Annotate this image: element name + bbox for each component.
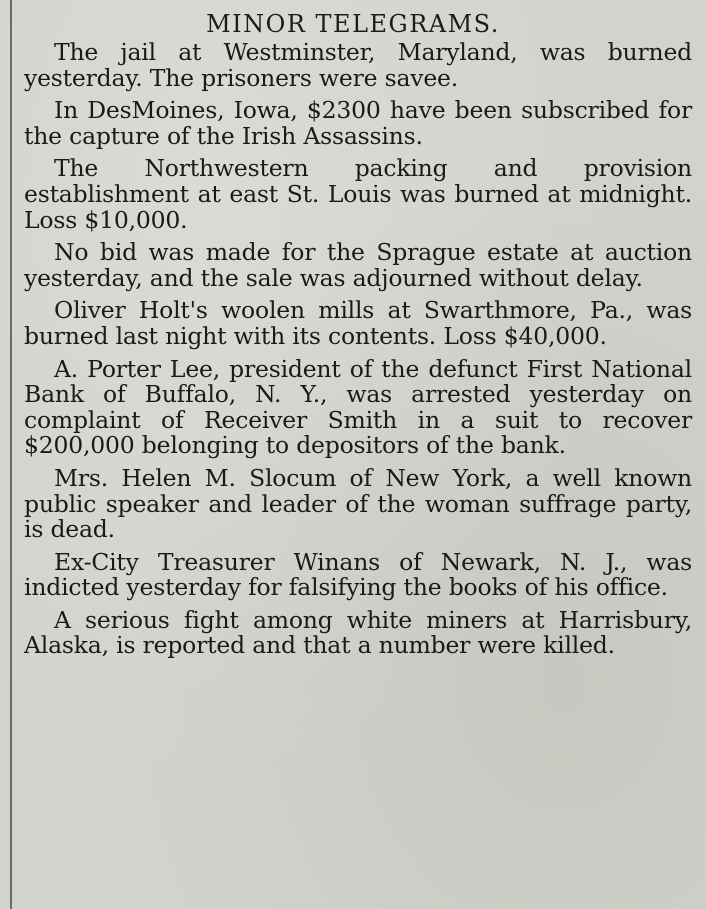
news-item-northwestern-packing-fire: The Northwestern packing and provision establishment at east St. Louis was burned at midnight. Loss $10,000. (24, 154, 692, 234)
news-item-holt-woolen-mills: Oliver Holt's woolen mills at Swarthmore, Pa., was burned last night with its contents. Loss $40,000. (24, 296, 692, 350)
news-item-desmoines-reward: In DesMoines, Iowa, $2300 have been subscribed for the capture of the Irish Assassins. (24, 96, 692, 150)
news-item-porter-lee-arrest: A. Porter Lee, president of the defunct First National Bank of Buffalo, N. Y., was arrested yesterday on complaint of Receiver Smith in a suit to recover $200,000 belonging to depositors of the bank. (24, 354, 692, 460)
news-item-miners-fight: A serious fight among white miners at Harrisbury, Alaska, is reported and that a number were killed. (24, 605, 692, 660)
news-item-winans-indicted: Ex-City Treasurer Winans of Newark, N. J., was indicted yesterday for falsifying the books of his office. (24, 547, 692, 602)
column-rule (10, 0, 12, 909)
news-item-westminster-jail: The jail at Westminster, Maryland, was burned yesterday. The prisoners were savee. (24, 38, 692, 92)
news-item-sprague-estate: No bid was made for the Sprague estate at auction yesterday, and the sale was adjourned without delay. (24, 238, 692, 292)
article-body (24, 40, 692, 659)
article-headline: MINOR TELEGRAMS. (206, 10, 500, 38)
news-item-helen-slocum: Mrs. Helen M. Slocum of New York, a well known public speaker and leader of the woman suffrage party, is dead. (24, 463, 692, 544)
